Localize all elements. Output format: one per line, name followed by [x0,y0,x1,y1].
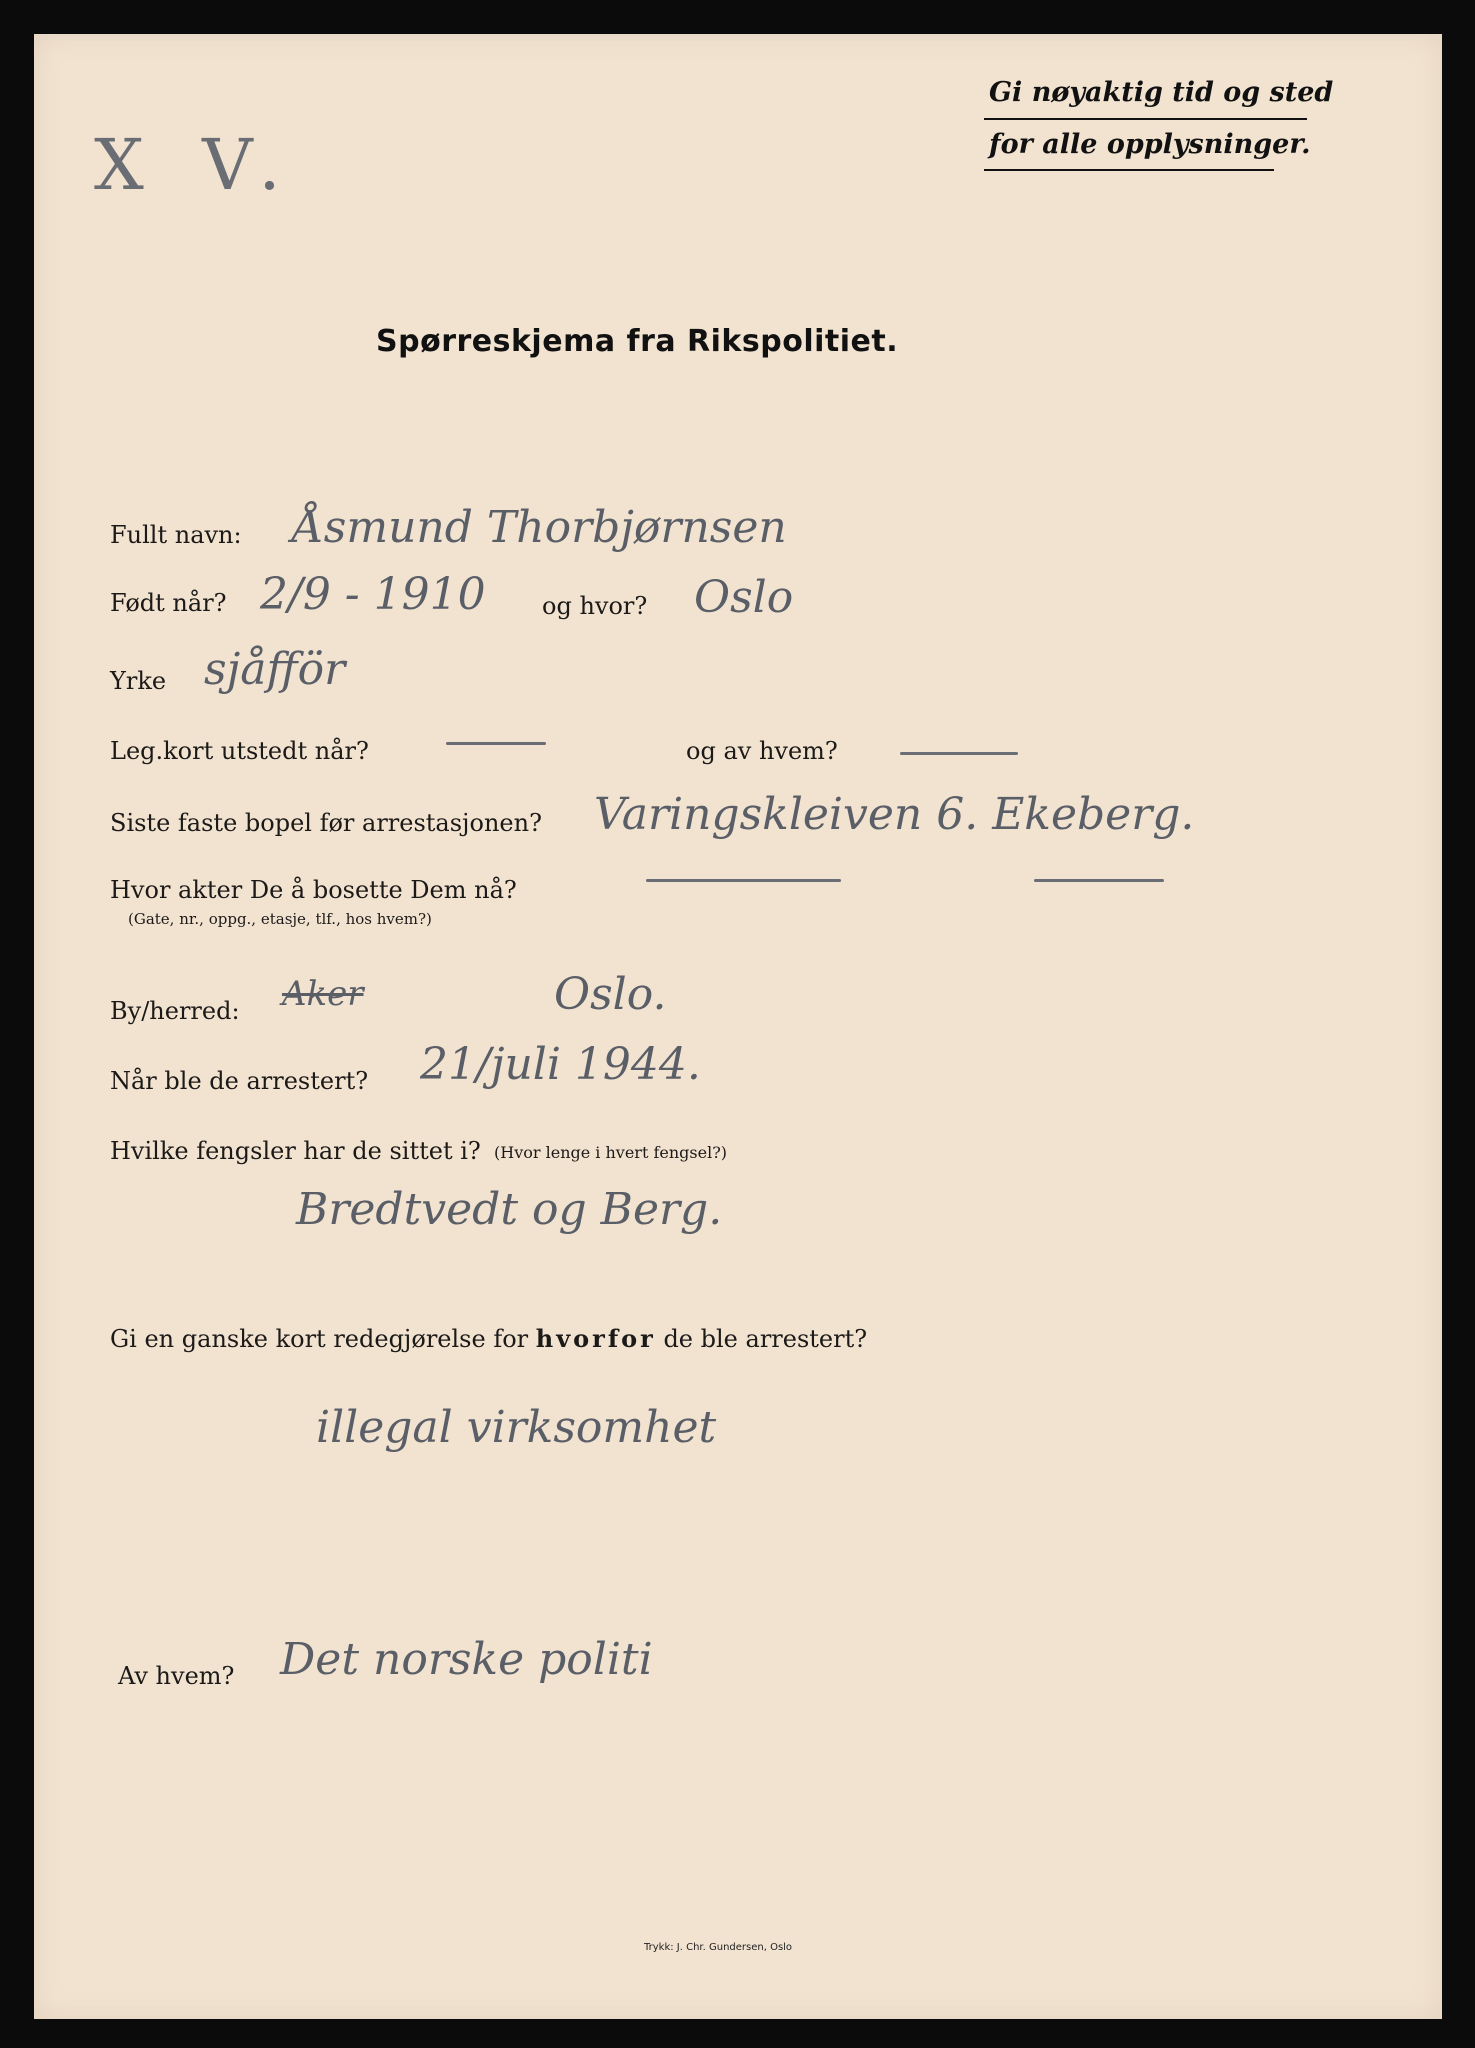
settle-label: Hvor akter De å bosette Dem nå? [110,876,517,904]
why-arrested-value: illegal virksomhet [316,1402,717,1453]
by-whom-label: Av hvem? [118,1662,235,1690]
printer-imprint: Trykk: J. Chr. Gundersen, Oslo [644,1942,793,1953]
why-arrested-label [110,1324,867,1353]
note-underline-2 [984,169,1274,171]
by-whom-value: Det norske politi [280,1634,653,1685]
city-struck-value: Aker [282,974,364,1014]
why-label-post: de ble arrestert? [663,1325,868,1353]
prisons-hint: (Hvor lenge i hvert fengsel?) [494,1143,728,1162]
residence-underline-2 [1034,879,1164,882]
full-name-value: Åsmund Thorbjørnsen [292,502,787,553]
city-value: Oslo. [554,969,667,1020]
last-residence-label: Siste faste bopel før arrestasjonen? [110,809,542,837]
occupation-value: sjåfför [204,644,346,695]
arrested-when-value: 21/juli 1944. [420,1039,701,1090]
note-underline-1 [984,118,1307,120]
last-residence-value: Varingskleiven 6. Ekeberg. [594,789,1195,840]
id-card-by-dash [900,752,1018,755]
arrested-when-label: Når ble de arrestert? [110,1067,369,1095]
full-name-label: Fullt navn: [110,521,242,549]
born-when-label: Født når? [110,589,227,617]
occupation-label: Yrke [110,667,167,695]
instruction-note-line1: Gi nøyaktig tid og sted [989,77,1334,108]
settle-hint: (Gate, nr., oppg., etasje, tlf., hos hvem?) [128,910,432,928]
born-where-value: Oslo [694,572,794,623]
id-card-by-label: og av hvem? [686,737,838,765]
id-card-dash [446,742,546,745]
city-label: By/herred: [110,997,240,1025]
form-page [34,34,1442,2019]
prisons-value: Bredtvedt og Berg. [296,1184,723,1235]
instruction-note-line2: for alle opplysninger. [989,129,1311,160]
born-where-label: og hvor? [542,592,648,620]
why-label-emphasis: hvorfor [535,1324,656,1353]
why-label-pre: Gi en ganske kort redegjørelse for [110,1325,529,1353]
residence-underline-1 [646,879,841,882]
prisons-label: Hvilke fengsler har de sittet i? [110,1137,481,1165]
form-title: Spørreskjema fra Rikspolitiet. [376,324,899,359]
handwritten-mark: X V. [94,124,299,206]
born-when-value: 2/9 - 1910 [260,569,486,620]
id-card-label: Leg.kort utstedt når? [110,737,369,765]
